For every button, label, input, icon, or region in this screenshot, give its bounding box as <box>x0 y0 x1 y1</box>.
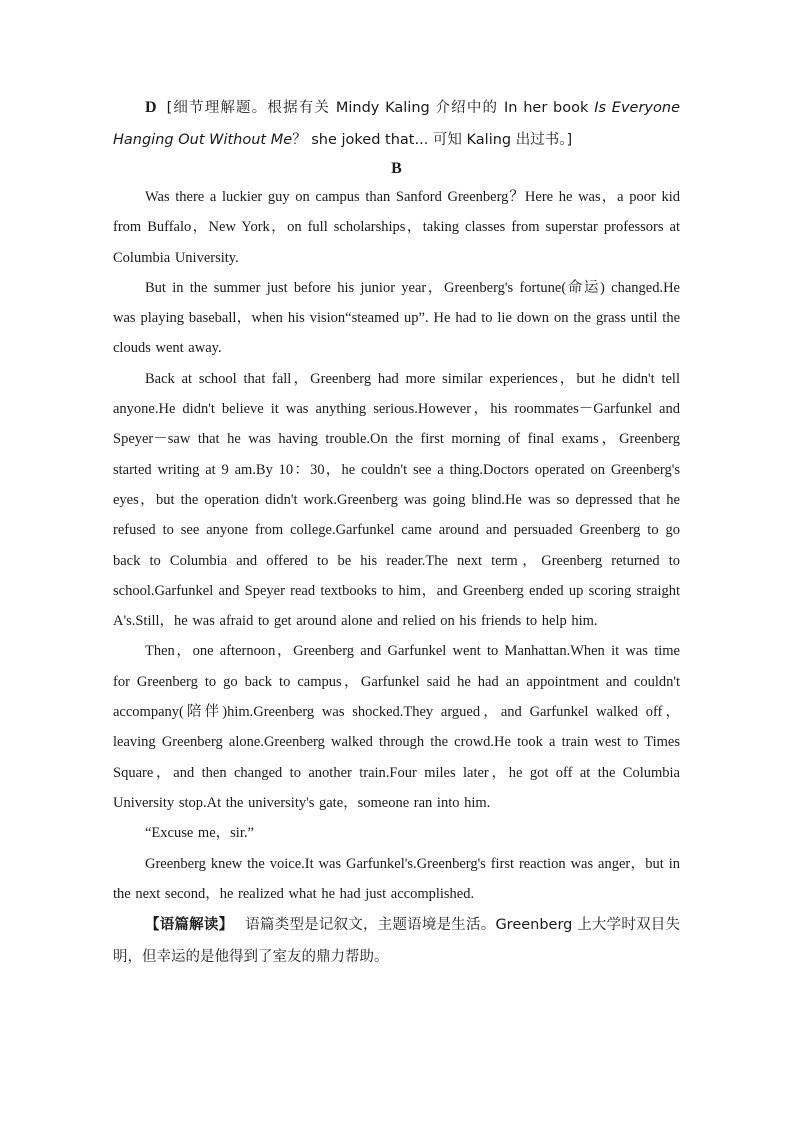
paragraph-5: “Excuse me，sir.” <box>145 825 254 842</box>
answer-letter: D <box>145 99 157 116</box>
paragraph-1: Was there a luckier guy on campus than Sanford Greenberg？Here he was，a poor kid from Buffalo，New York，on full scholarships，taking classes from superstar professors at Columbia University. <box>113 189 680 266</box>
reading-note-text: 语篇类型是记叙文，主题语境是生活。Greenberg 上大学时双目失明，但幸运的是他得到了室友的鼎力帮助。 <box>113 917 681 966</box>
reading-note <box>113 909 680 973</box>
reading-note-tag: 【语篇解读】 <box>145 917 234 934</box>
answer-explanation <box>113 92 680 156</box>
paragraph-2: But in the summer just before his junior year，Greenberg's fortune(命运) changed.He was playing baseball，when his vision“steamed up”. He had to lie down on the grass until the clouds went away. <box>113 279 680 357</box>
answer-text-prefix: [细节理解题。根据有关 Mindy Kaling 介绍中的 In her book <box>166 100 595 116</box>
answer-text-suffix: ？ she joked that... 可知 Kaling 出过书。] <box>292 132 573 148</box>
paragraph-6: Greenberg knew the voice.It was Garfunkel's.Greenberg's first reaction was anger，but in the next second，he realized what he had just accomplished. <box>113 855 680 902</box>
paragraph-3: Back at school that fall，Greenberg had more similar experiences，but he didn't tell anyone.He didn't believe it was anything serious.However，his roommates－Garfunkel and Speyer－saw that he was having trouble.On the first morning of final exams，Greenberg started writing at 9 am.By 10：30，he couldn't see a thing.Doctors operated on Greenberg's eyes，but the operation didn't work.Greenberg was going blind.He was so depressed that he refused to see anyone from college.Garfunkel came around and persuaded Greenberg to go back to Columbia and offered to be his reader.The next term，Greenberg returned to school.Garfunkel and Speyer read textbooks to him，and Greenberg ended up scoring straight A's.Still，he was afraid to get around alone and relied on his friends to help him. <box>113 370 680 630</box>
book-title: Is Everyone Hanging Out Without Me <box>113 100 680 148</box>
section-label: B <box>391 160 402 177</box>
paragraph-4: Then，one afternoon，Greenberg and Garfunkel went to Manhattan.When it was time for Greenberg to go back to campus，Garfunkel said he had an appointment and couldn't accompany(陪伴)him.Greenberg was shocked.They argued，and Garfunkel walked off，leaving Greenberg alone.Greenberg walked through the crowd.He took a train west to Times Square，and then changed to another train.Four miles later，he got off at the Columbia University stop.At the university's gate，someone ran into him. <box>113 643 680 811</box>
document-page <box>113 92 680 973</box>
